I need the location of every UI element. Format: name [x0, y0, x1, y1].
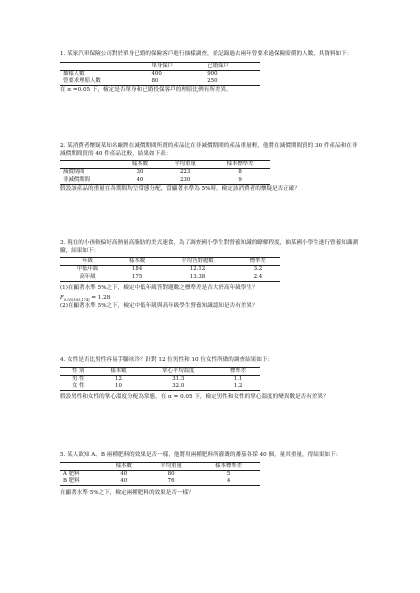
table-cell: 13.38	[159, 274, 236, 282]
question-1	[60, 51, 360, 95]
table-cell: 80	[148, 78, 204, 86]
question-5-text: 5. 某人欲知 A、B 兩種肥料的效果是否一樣，他將用兩種肥料所灌溉的蕃茄各採 40 個，量其重量，得結果如下：	[60, 452, 342, 458]
question-2-prompt: 假設該產品的重量在各期間均呈常態分配，當顯著水準為 5%時，檢定該消費者的懷疑是否正確？	[60, 185, 300, 192]
table-header: 平均重量	[145, 462, 197, 470]
table-cell: 900	[207, 70, 218, 77]
f-critical-value-formula	[60, 295, 360, 303]
table-cell: 10	[97, 383, 141, 391]
table-cell: 高年級	[60, 274, 115, 282]
table-cell: 32.0	[140, 383, 216, 391]
table-cell: 3.2	[253, 266, 263, 273]
table-cell: 80	[167, 470, 175, 477]
table-header: 平均答對題數	[159, 258, 236, 266]
question-2	[60, 143, 360, 194]
table-header: 單身保戶	[148, 62, 204, 70]
question-4-text: 4. 女性是否比男性容易手腳冰冷？針對 12 位男性和 10 位女性所做的調查結果如下：	[60, 357, 274, 363]
table-header: 掌心平均溫度	[140, 367, 216, 375]
question-4-prompt: 假設男性和女性的掌心溫度分配為常態，在 α = 0.05 下，檢定男性和女性的掌心溫度的變異數是否有差異？	[60, 394, 329, 401]
question-5	[60, 452, 360, 498]
table-header: 已婚保戶	[204, 62, 260, 70]
table-header: 標準差	[236, 258, 280, 266]
table-cell: 184	[131, 266, 143, 273]
table-cell: 減價期間	[63, 169, 85, 176]
table-header: 樣本標準差	[210, 161, 270, 169]
question-1-table	[60, 62, 260, 87]
table-cell: 31.3	[172, 375, 185, 382]
table-cell: 女 性	[60, 383, 97, 391]
table-cell: B 肥料	[60, 478, 103, 486]
table-header: 年級	[60, 258, 115, 266]
table-header: 平均重量	[160, 161, 210, 169]
table-cell: 4	[197, 478, 260, 486]
table-header: 樣本標準差	[197, 462, 260, 470]
question-1-prompt: 在 α =0.05 下，檢定是否單身和已婚投保客戶的理賠比例有所差異。	[60, 87, 232, 94]
table-cell: 223	[179, 169, 191, 176]
table-cell: 40	[103, 478, 145, 486]
table-cell: 175	[115, 274, 159, 282]
question-4-table	[60, 367, 260, 392]
table-cell: 9	[210, 177, 270, 185]
question-3	[60, 240, 360, 311]
table-cell: 40	[120, 470, 128, 477]
table-cell: 12.12	[189, 266, 206, 273]
table-cell: 1.1	[233, 375, 243, 382]
table-header: 性 別	[60, 367, 97, 375]
table-cell: 250	[204, 78, 260, 86]
table-cell: 男 性	[72, 375, 85, 382]
table-cell: 2.4	[236, 274, 280, 282]
table-cell: 30	[136, 169, 144, 176]
table-cell: 230	[160, 177, 210, 185]
question-2-table	[60, 160, 270, 185]
question-1-text: 1. 某家汽車保險公司對於單身已婚的保險客戶進行抽樣調查，並記錄過去兩年曾要求過保險賠償的人數，其資料如下：	[60, 51, 353, 57]
table-cell: 1.2	[216, 383, 260, 391]
table-header	[60, 62, 148, 70]
question-3-sub-1: (1)在顯著水準 5%之下，檢定中低年級答對題數之標準差是否大於高年級學生？	[60, 284, 258, 291]
table-cell: 8	[238, 169, 242, 176]
formula-value: = 1.28	[91, 294, 111, 301]
table-cell: 抽樣人數	[63, 70, 85, 77]
table-header	[60, 161, 120, 169]
table-cell: 400	[151, 70, 162, 77]
formula-symbol: F	[60, 294, 64, 301]
question-3-table	[60, 257, 280, 282]
question-4	[60, 357, 360, 402]
table-header: 標準差	[216, 367, 260, 375]
table-cell: A 肥料	[63, 470, 80, 477]
formula-subscript: 0.05(183,174)	[63, 297, 90, 302]
question-3-text: 3. 現在的小孩較偏好高熱量高脂肪的美式速食，為了調查國小學生對營養知識的瞭解程度，抽某國小學生進行營養知識測驗，結果如下：	[60, 240, 358, 254]
table-header: 樣本數	[97, 367, 141, 375]
question-5-table	[60, 462, 260, 487]
question-2-text: 2. 某消費者懷疑某知名廠牌在減價期間所賣的產品比在非減價期間的產品重量輕，他將在減價期間買的 30 件產品和在非減價期間買的 40 件產品比較，結果如下表：	[60, 143, 358, 157]
table-cell: 中低年級	[76, 266, 99, 273]
table-header: 樣本數	[115, 258, 159, 266]
table-cell: 5	[226, 470, 231, 477]
table-header: 樣本數	[120, 161, 160, 169]
table-header	[60, 462, 103, 470]
table-cell: 非減價期間	[60, 177, 120, 185]
table-header: 樣本數	[103, 462, 145, 470]
table-cell: 12	[115, 375, 122, 382]
question-3-sub-2: (2)在顯著水準 5%之下，檢定中低年級與高年級學生營養知識認知是否有差異？	[60, 303, 258, 310]
table-cell: 40	[120, 177, 160, 185]
table-cell: 76	[145, 478, 197, 486]
question-5-prompt: 在顯著水準 5%之下，檢定兩種肥料的效果是否一樣？	[60, 490, 194, 497]
table-cell: 曾要求理賠人數	[60, 78, 148, 86]
